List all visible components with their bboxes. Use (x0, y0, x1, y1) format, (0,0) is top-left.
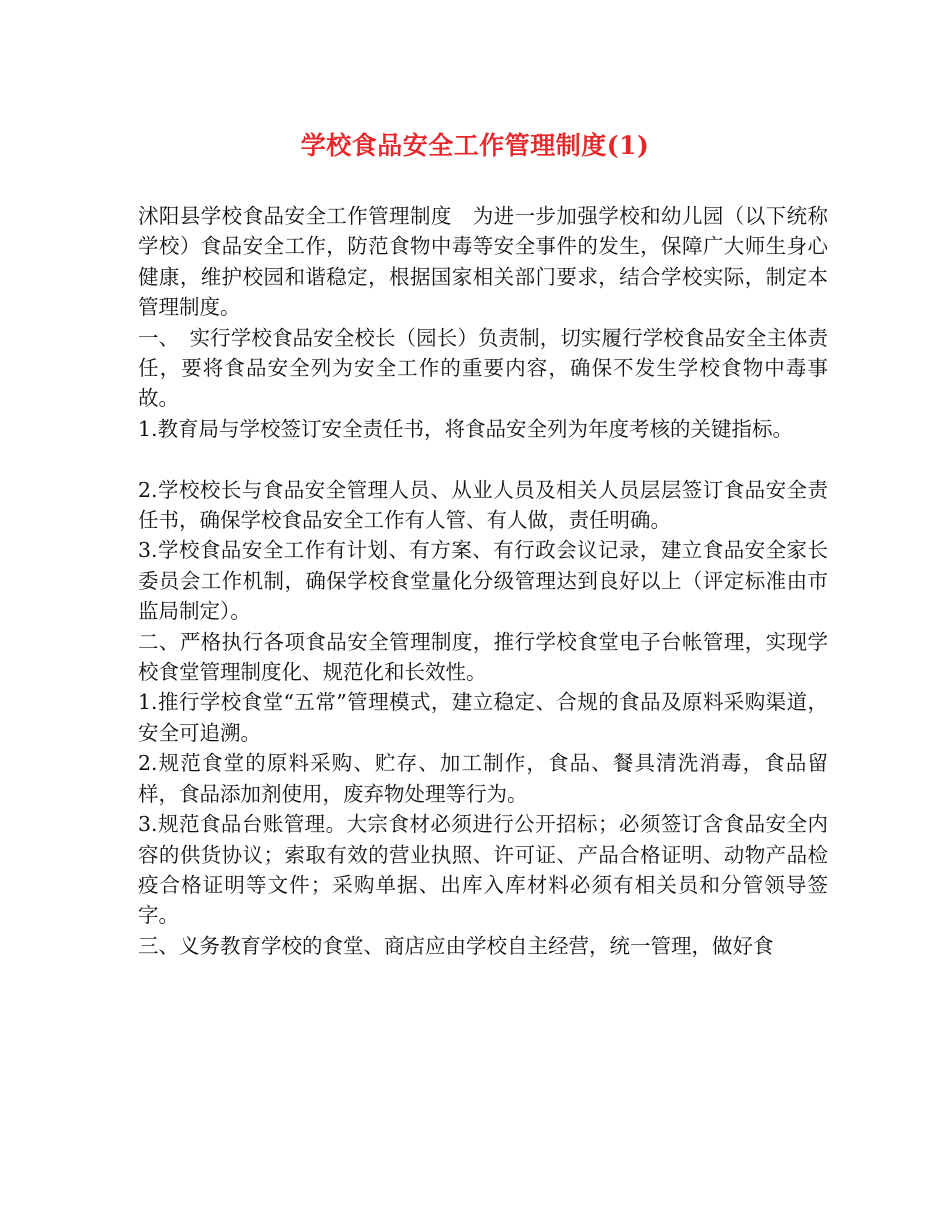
section-2-item-1: 1.推行学校食堂“五常”管理模式，建立稳定、合规的食品及原料采购渠道，安全可追溯。 (138, 690, 828, 745)
paragraph-gap (138, 444, 828, 474)
section-1-item-3: 3.学校食品安全工作有计划、有方案、有行政会议记录，建立食品安全家长委员会工作机制，确保学校食堂量化分级管理达到良好以上（评定标准由市监局制定）。 (138, 538, 828, 624)
section-2-item-2: 2.规范食堂的原料采购、贮存、加工制作，食品、餐具清洗消毒，食品留样，食品添加剂使用，废弃物处理等行为。 (138, 751, 828, 806)
intro-paragraph: 沭阳县学校食品安全工作管理制度 为进一步加强学校和幼儿园（以下统称学校）食品安全工作，防范食物中毒等安全事件的发生，保障广大师生身心健康，维护校园和谐稳定，根据国家相关部门要求，结合学校实际，制定本管理制度。 (138, 204, 828, 320)
document-title: 学校食品安全工作管理制度(1) (300, 131, 650, 160)
section-2-item-3: 3.规范食品台账管理。大宗食材必须进行公开招标；必须签订含食品安全内容的供货协议；索取有效的营业执照、许可证、产品合格证明、动物产品检疫合格证明等文件；采购单据、出库入库材料必须有相关员和分管领导签字。 (138, 812, 828, 928)
section-1-item-1: 1.教育局与学校签订安全责任书，将食品安全列为年度考核的关键指标。 (138, 416, 794, 441)
section-1-item-2: 2.学校校长与食品安全管理人员、从业人员及相关人员层层签订食品安全责任书，确保学校食品安全工作有人管、有人做，责任明确。 (138, 477, 828, 533)
section-1-heading: 一、 实行学校食品安全校长（园长）负责制，切实履行学校食品安全主体责任，要将食品安全列为安全工作的重要内容，确保不发生学校食物中毒事故。 (138, 325, 828, 411)
section-2-heading: 二、严格执行各项食品安全管理制度，推行学校食堂电子台帐管理，实现学校食堂管理制度化、规范化和长效性。 (138, 629, 828, 685)
section-3-heading: 三、义务教育学校的食堂、商店应由学校自主经营，统一管理，做好食 (138, 933, 774, 958)
document-body (138, 201, 828, 961)
